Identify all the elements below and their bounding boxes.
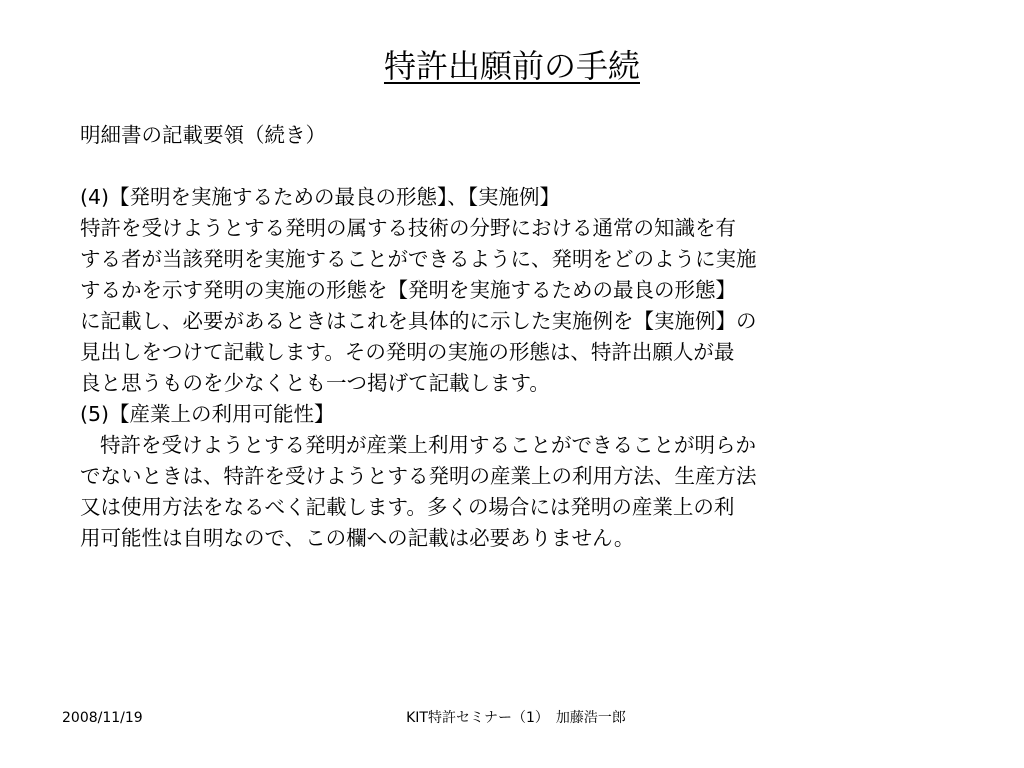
heading-4: (4)【発明を実施するための最良の形態】、【実施例】 [80,185,561,209]
body-line: に記載し、必要があるときはこれを具体的に示した実施例を【実施例】の [80,309,757,333]
body-line: するかを示す発明の実施の形態を【発明を実施するための最良の形態】 [80,278,736,302]
body-line: 特許を受けようとする発明が産業上利用することができることが明らか [100,433,756,457]
body-line: 良と思うものを少なくとも一つ掲げて記載します。 [80,371,550,395]
body-line: 用可能性は自明なので、この欄への記載は必要ありません。 [80,526,635,550]
slide-body [80,120,960,554]
body-line: する者が当該発明を実施することができるように、発明をどのように実施 [80,247,757,271]
footer-date: 2008/11/19 [62,710,143,726]
section-subtitle: 明細書の記載要領（続き） [80,123,326,147]
body-line: 又は使用方法をなるべく記載します。多くの場合には発明の産業上の利 [80,495,735,519]
body-line: でないときは、特許を受けようとする発明の産業上の利用方法、生産方法 [80,464,757,488]
slide-title: 特許出願前の手続 [383,47,640,85]
body-line: 特許を受けようとする発明の属する技術の分野における通常の知識を有 [80,216,736,240]
footer-presentation-info: KIT特許セミナー（1） 加藤浩一郎 [406,710,626,726]
body-line: 見出しをつけて記載します。その発明の実施の形態は、特許出願人が最 [80,340,735,364]
heading-5: (5)【産業上の利用可能性】 [80,402,335,426]
